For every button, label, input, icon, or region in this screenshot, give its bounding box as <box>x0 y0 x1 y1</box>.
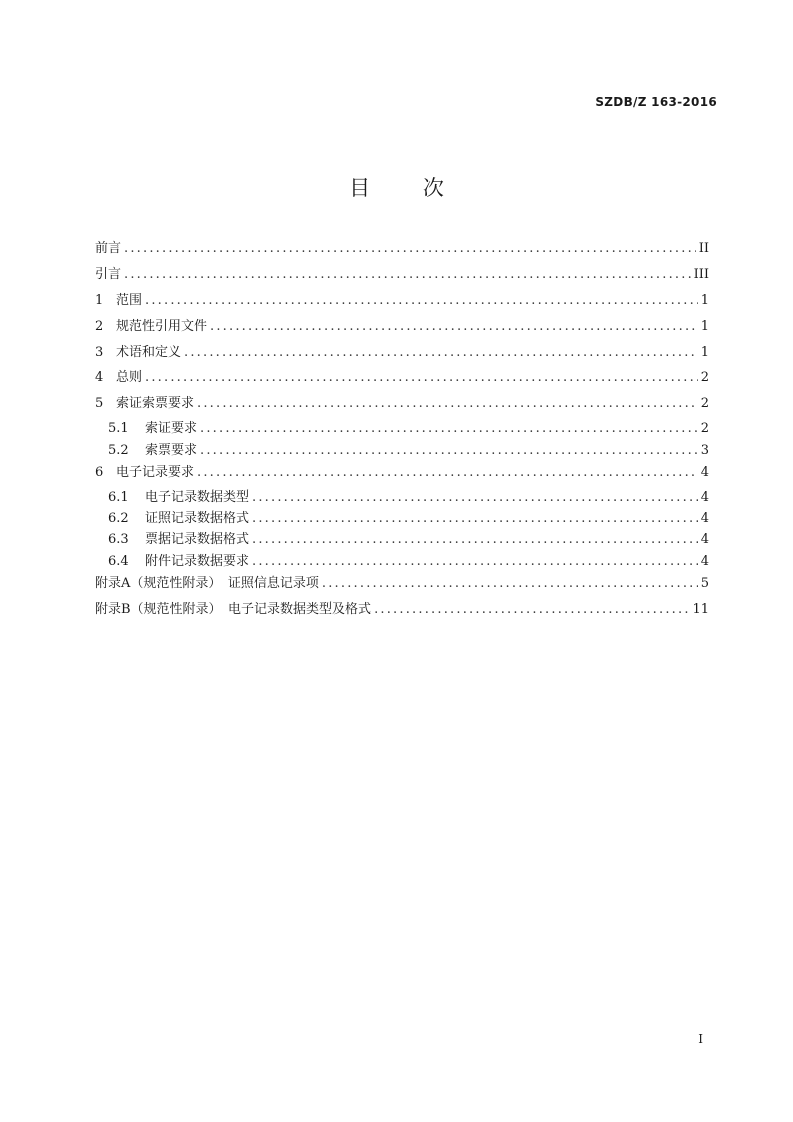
document-code: SZDB/Z 163-2016 <box>595 95 717 109</box>
toc-entry-page: II <box>698 241 709 256</box>
dot-leader <box>145 367 698 389</box>
dot-leader <box>252 552 698 572</box>
dot-leader <box>200 441 698 461</box>
toc-entry-number: 5.1 <box>108 421 129 437</box>
dot-leader <box>252 530 698 550</box>
toc-entry-number: 3 <box>95 344 104 360</box>
toc-entry-invoice-data-format[interactable] <box>95 530 709 551</box>
toc-entry-number: 5 <box>95 396 104 412</box>
toc-entry-label: 索票要求 <box>145 442 198 458</box>
toc-entry-number: 6.4 <box>108 553 129 569</box>
toc-entry-page: 5 <box>700 575 709 591</box>
dot-leader <box>200 419 698 439</box>
toc-entry-number: 6.3 <box>108 532 129 548</box>
toc-entry-electronic-record-requirements[interactable] <box>95 462 709 488</box>
toc-entry-certificate-invoice-requirements[interactable] <box>95 393 709 419</box>
toc-entry-page: 4 <box>700 489 709 505</box>
toc-entry-label: 电子记录要求 <box>116 464 195 480</box>
toc-entry-page: 4 <box>700 553 709 569</box>
toc-entry-label: 索证索票要求 <box>116 396 195 412</box>
toc-entry-invoice-requirements[interactable] <box>95 441 709 462</box>
toc-entry-certificate-data-format[interactable] <box>95 509 709 530</box>
toc-entry-label: 引言 <box>95 266 122 282</box>
toc-entry-certificate-requirements[interactable] <box>95 419 709 440</box>
page-number: I <box>698 1032 703 1046</box>
table-of-contents <box>95 238 709 625</box>
toc-entry-label: 前言 <box>95 241 122 256</box>
toc-entry-page: III <box>693 266 709 282</box>
toc-entry-label: 票据记录数据格式 <box>145 532 250 548</box>
dot-leader <box>322 573 698 595</box>
toc-entry-general[interactable] <box>95 367 709 393</box>
page-title: 目 次 <box>349 176 444 200</box>
toc-entry-label: 规范性引用文件 <box>116 318 208 334</box>
toc-entry-number: 2 <box>95 318 104 334</box>
toc-entry-page: 4 <box>700 532 709 548</box>
toc-entry-label: 索证要求 <box>145 421 198 437</box>
toc-entry-annex-b[interactable] <box>95 599 709 625</box>
toc-entry-page: 1 <box>700 318 709 334</box>
toc-entry-foreword[interactable] <box>95 238 709 264</box>
toc-entry-record-data-types[interactable] <box>95 488 709 509</box>
toc-entry-number: 5.2 <box>108 442 129 458</box>
dot-leader <box>252 488 698 508</box>
dot-leader <box>145 290 698 312</box>
dot-leader <box>197 393 698 415</box>
toc-entry-normative-references[interactable] <box>95 316 709 342</box>
toc-entry-label: 范围 <box>116 292 143 308</box>
toc-entry-page: 2 <box>700 370 709 386</box>
dot-leader <box>124 264 691 286</box>
toc-entry-attachment-data-requirements[interactable] <box>95 552 709 573</box>
toc-entry-scope[interactable] <box>95 290 709 316</box>
toc-entry-page: 2 <box>700 396 709 412</box>
toc-entry-label: 术语和定义 <box>116 344 182 360</box>
toc-entry-number: 6.1 <box>108 489 129 505</box>
dot-leader <box>184 342 698 364</box>
toc-entry-label: 附件记录数据要求 <box>145 553 250 569</box>
toc-entry-label: 附录A（规范性附录） 证照信息记录项 <box>95 575 319 591</box>
toc-entry-label: 总则 <box>116 370 143 386</box>
toc-entry-page: 4 <box>700 464 709 480</box>
dot-leader <box>124 238 696 260</box>
toc-entry-page: 1 <box>700 292 709 308</box>
toc-entry-number: 6 <box>95 464 104 480</box>
toc-entry-label: 电子记录数据类型 <box>145 489 250 505</box>
toc-entry-label: 证照记录数据格式 <box>145 511 250 527</box>
toc-entry-introduction[interactable] <box>95 264 709 290</box>
toc-entry-page: 2 <box>700 421 709 437</box>
toc-entry-annex-a[interactable] <box>95 573 709 599</box>
toc-entry-page: 4 <box>700 511 709 527</box>
toc-entry-page: 11 <box>692 601 709 617</box>
dot-leader <box>210 316 698 338</box>
toc-entry-terms-definitions[interactable] <box>95 342 709 368</box>
dot-leader <box>197 462 698 484</box>
toc-entry-page: 1 <box>700 344 709 360</box>
toc-entry-number: 1 <box>95 292 104 308</box>
toc-entry-page: 3 <box>700 442 709 458</box>
toc-entry-number: 4 <box>95 370 104 386</box>
dot-leader <box>374 599 689 621</box>
toc-entry-number: 6.2 <box>108 511 129 527</box>
toc-entry-label: 附录B（规范性附录） 电子记录数据类型及格式 <box>95 601 372 617</box>
dot-leader <box>252 509 698 529</box>
